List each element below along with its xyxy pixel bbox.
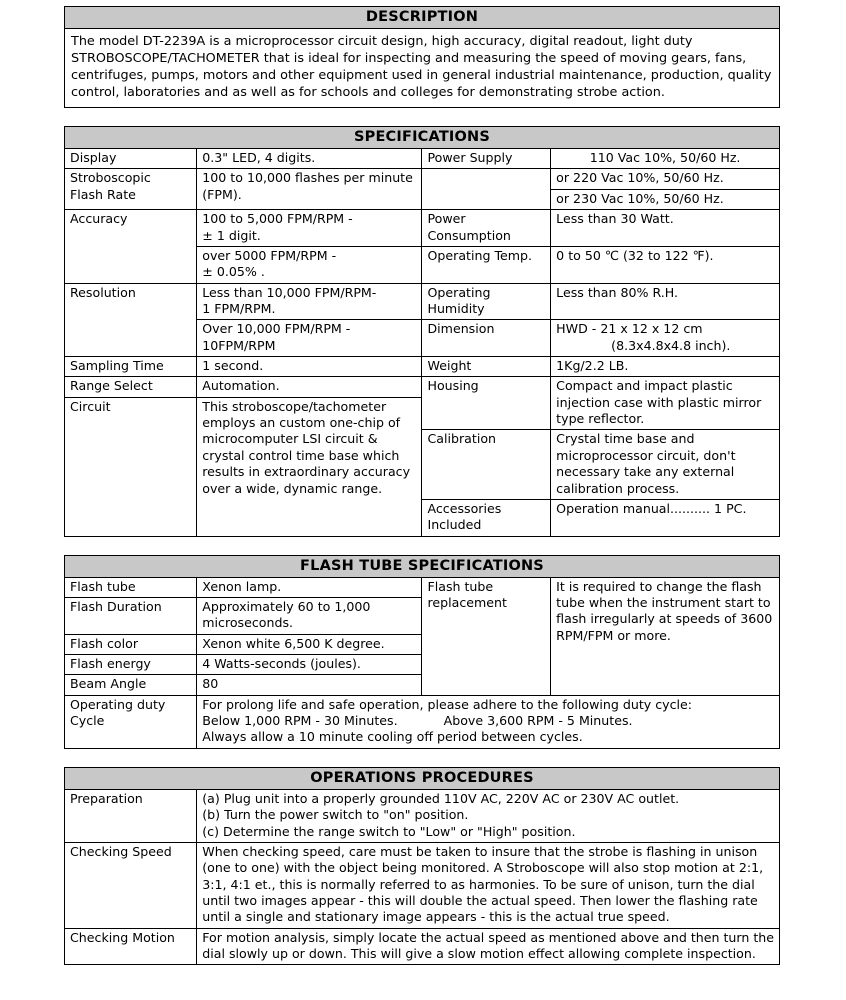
- flash-value: Approximately 60 to 1,000 microseconds.: [197, 597, 422, 634]
- table-row: [65, 928, 780, 965]
- flash-label: Flash tube replacement: [422, 578, 551, 696]
- spec-label: Housing: [422, 377, 551, 430]
- ops-value: When checking speed, care must be taken to insure that the strobe is flashing in unison (one to one) with the object being monitored. A Stroboscope will also stop motion at 2:1, 3:1, 4:1 et., this is normally referred to as harmonies. To be sure of unison, turn the dial until two images appear - this will double the actual speed. Then lower the flashing rate until a single and stationary image appears - this is the actual true speed.: [197, 842, 780, 928]
- table-row: [65, 283, 780, 320]
- spec-label: Operating Humidity: [422, 283, 551, 320]
- table-row: [65, 842, 780, 928]
- specifications-title: SPECIFICATIONS: [64, 126, 780, 149]
- spec-label: Stroboscopic Flash Rate: [65, 169, 197, 210]
- spec-value: or 230 Vac 10%, 50/60 Hz.: [551, 189, 780, 209]
- table-row: [65, 790, 780, 843]
- spec-value: 0 to 50 ℃ (32 to 122 ℉).: [551, 246, 780, 283]
- spec-label: Weight: [422, 357, 551, 377]
- duty-label: Operating duty Cycle: [65, 695, 197, 748]
- spec-value: Operation manual.......... 1 PC.: [551, 499, 780, 536]
- specifications-table: [64, 149, 780, 537]
- ops-label: Preparation: [65, 790, 197, 843]
- flash-value: 4 Watts-seconds (joules).: [197, 655, 422, 675]
- spec-value: 110 Vac 10%, 50/60 Hz.: [551, 149, 780, 169]
- spec-value: Over 10,000 FPM/RPM - 10FPM/RPM: [197, 320, 422, 357]
- spec-value: Crystal time base and microprocessor circuit, don't necessary take any external calibration process.: [551, 430, 780, 499]
- flash-value: 80: [197, 675, 422, 695]
- table-row: [65, 149, 780, 169]
- spec-label: Calibration: [422, 430, 551, 499]
- operations-title: OPERATIONS PROCEDURES: [64, 767, 780, 790]
- operations-table: [64, 790, 780, 966]
- table-row: [65, 169, 780, 189]
- spec-value: 1 second.: [197, 357, 422, 377]
- description-title: DESCRIPTION: [64, 6, 780, 29]
- flash-label: Beam Angle: [65, 675, 197, 695]
- ops-value: For motion analysis, simply locate the actual speed as mentioned above and then turn the dial slowly up or down. This will give a slow motion effect allowing complete inspection.: [197, 928, 780, 965]
- table-row: [65, 210, 780, 247]
- flash-tube-table: [64, 578, 780, 749]
- flash-tube-title: FLASH TUBE SPECIFICATIONS: [64, 555, 780, 578]
- spec-value: Less than 80% R.H.: [551, 283, 780, 320]
- spec-value: 0.3" LED, 4 digits.: [197, 149, 422, 169]
- spec-label: Accessories Included: [422, 499, 551, 536]
- spec-value: 100 to 10,000 flashes per minute (FPM).: [197, 169, 422, 210]
- spec-value: Less than 10,000 FPM/RPM- 1 FPM/RPM.: [197, 283, 422, 320]
- flash-value: It is required to change the flash tube when the instrument start to flash irregularly at speeds of 3600 RPM/FPM or more.: [551, 578, 780, 696]
- flash-tube-section: [64, 555, 780, 749]
- table-row: [65, 695, 780, 748]
- flash-value: Xenon white 6,500 K degree.: [197, 634, 422, 654]
- ops-value: (a) Plug unit into a properly grounded 110V AC, 220V AC or 230V AC outlet. (b) Turn the power switch to "on" position. (c) Determine the range switch to "Low" or "High" position.: [197, 790, 780, 843]
- duty-value: For prolong life and safe operation, please adhere to the following duty cycle: Below 1,000 RPM - 30 Minutes. Above 3,600 RPM - 5 Minutes. Always allow a 10 minute cooling off period between cycles.: [197, 695, 780, 748]
- flash-label: Flash energy: [65, 655, 197, 675]
- spec-label: Power Supply: [422, 149, 551, 169]
- spec-label: Display: [65, 149, 197, 169]
- spec-label: Sampling Time: [65, 357, 197, 377]
- spec-label-empty: [422, 189, 551, 209]
- flash-label: Flash Duration: [65, 597, 197, 634]
- ops-label: Checking Speed: [65, 842, 197, 928]
- table-row: [65, 578, 780, 598]
- operations-section: [64, 767, 780, 966]
- table-row: [65, 377, 780, 397]
- spec-label: Circuit: [65, 397, 197, 536]
- specifications-section: [64, 126, 780, 537]
- spec-label: Accuracy: [65, 210, 197, 283]
- spec-value: Compact and impact plastic injection case with plastic mirror type reflector.: [551, 377, 780, 430]
- spec-value: This stroboscope/tachometer employs an custom one-chip of microcomputer LSI circuit & crystal control time base which results in extraordinary accuracy over a wide, dynamic range.: [197, 397, 422, 536]
- spec-value: HWD - 21 x 12 x 12 cm (8.3x4.8x4.8 inch).: [551, 320, 780, 357]
- spec-label: Power Consumption: [422, 210, 551, 247]
- flash-label: Flash color: [65, 634, 197, 654]
- description-section: [64, 6, 780, 108]
- spec-value: Automation.: [197, 377, 422, 397]
- spec-label: Operating Temp.: [422, 246, 551, 283]
- spec-value: 100 to 5,000 FPM/RPM - ± 1 digit.: [197, 210, 422, 247]
- flash-value: Xenon lamp.: [197, 578, 422, 598]
- spec-value: or 220 Vac 10%, 50/60 Hz.: [551, 169, 780, 189]
- spec-value: Less than 30 Watt.: [551, 210, 780, 247]
- spec-label-empty: [422, 169, 551, 189]
- spec-value: over 5000 FPM/RPM - ± 0.05% .: [197, 246, 422, 283]
- ops-label: Checking Motion: [65, 928, 197, 965]
- spec-label: Resolution: [65, 283, 197, 356]
- spec-label: Dimension: [422, 320, 551, 357]
- spec-label: Range Select: [65, 377, 197, 397]
- flash-label: Flash tube: [65, 578, 197, 598]
- description-body: The model DT-2239A is a microprocessor circuit design, high accuracy, digital readout, light duty STROBOSCOPE/TACHOMETER that is ideal for inspecting and measuring the speed of moving gears, fans, centrifuges, pumps, motors and other equipment used in general industrial maintenance, production, quality control, laboratories and as well as for schools and colleges for demonstrating strobe action.: [64, 29, 780, 108]
- table-row: [65, 357, 780, 377]
- spec-value: 1Kg/2.2 LB.: [551, 357, 780, 377]
